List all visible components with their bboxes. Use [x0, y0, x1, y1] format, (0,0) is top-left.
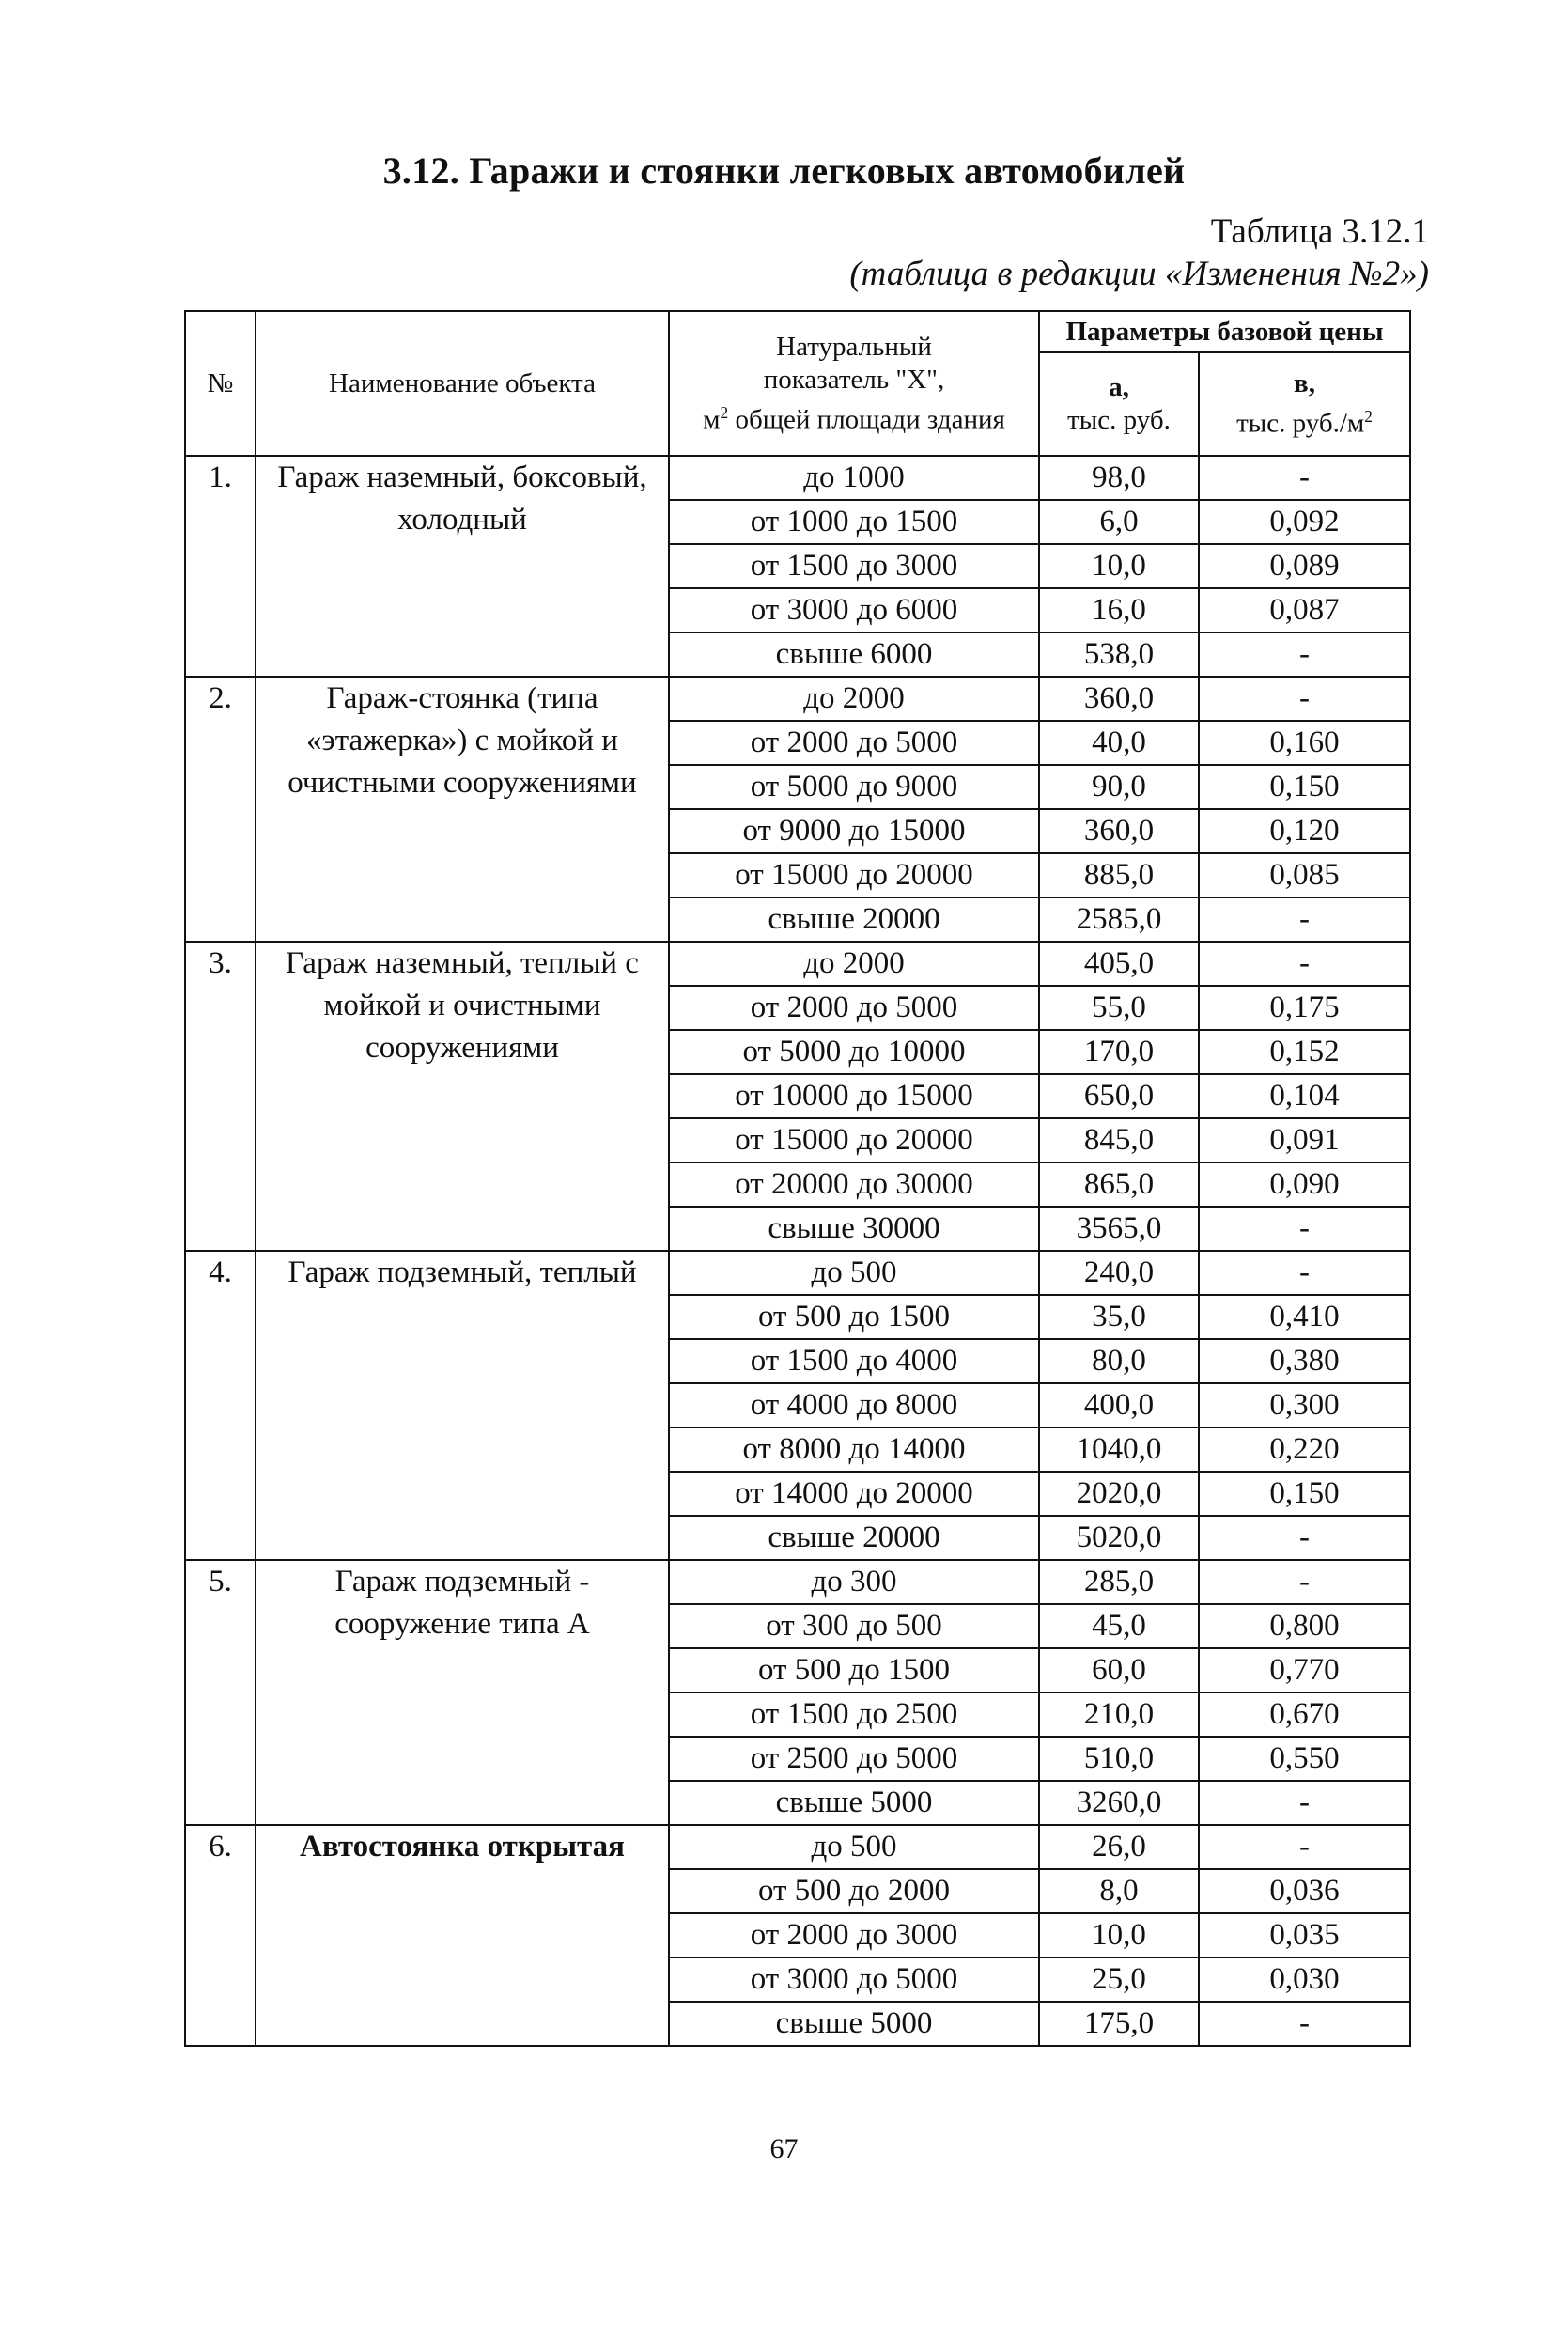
param-b: 0,150: [1199, 765, 1410, 809]
param-b: 0,091: [1199, 1118, 1410, 1162]
indicator-range: от 9000 до 15000: [669, 809, 1039, 853]
param-b: 0,175: [1199, 986, 1410, 1030]
indicator-range: от 8000 до 14000: [669, 1427, 1039, 1472]
param-a: 170,0: [1039, 1030, 1199, 1074]
param-a: 35,0: [1039, 1295, 1199, 1339]
indicator-range: от 1500 до 4000: [669, 1339, 1039, 1383]
param-a: 400,0: [1039, 1383, 1199, 1427]
object-name: Гараж-стоянка (типа «этажерка») с мойкой и очистными сооружениями: [256, 677, 669, 942]
param-a: 360,0: [1039, 677, 1199, 721]
indicator-range: от 1000 до 1500: [669, 500, 1039, 544]
param-b: -: [1199, 1251, 1410, 1295]
param-a: 240,0: [1039, 1251, 1199, 1295]
header-indicator: [669, 311, 1039, 456]
param-a: 510,0: [1039, 1737, 1199, 1781]
param-a: 285,0: [1039, 1560, 1199, 1604]
param-a: 8,0: [1039, 1869, 1199, 1913]
header-b-line2: тыс. руб./м: [1236, 408, 1365, 439]
param-a: 538,0: [1039, 632, 1199, 677]
param-b: -: [1199, 942, 1410, 986]
param-b: 0,300: [1199, 1383, 1410, 1427]
param-b: 0,120: [1199, 809, 1410, 853]
indicator-range: свыше 6000: [669, 632, 1039, 677]
indicator-range: до 500: [669, 1251, 1039, 1295]
param-b: 0,550: [1199, 1737, 1410, 1781]
table-row: [185, 456, 1410, 500]
param-a: 25,0: [1039, 1957, 1199, 2002]
param-a: 3565,0: [1039, 1207, 1199, 1251]
param-b: 0,030: [1199, 1957, 1410, 2002]
param-a: 3260,0: [1039, 1781, 1199, 1825]
param-b: 0,160: [1199, 721, 1410, 765]
header-a: [1039, 352, 1199, 456]
param-b: -: [1199, 456, 1410, 500]
indicator-range: от 500 до 2000: [669, 1869, 1039, 1913]
table-header: [185, 311, 1410, 456]
page-number: 67: [769, 2133, 799, 2164]
indicator-range: от 500 до 1500: [669, 1648, 1039, 1692]
param-b: 0,220: [1199, 1427, 1410, 1472]
param-b: -: [1199, 2002, 1410, 2046]
param-a: 90,0: [1039, 765, 1199, 809]
indicator-range: от 2000 до 5000: [669, 721, 1039, 765]
indicator-range: от 3000 до 6000: [669, 588, 1039, 632]
param-b: 0,152: [1199, 1030, 1410, 1074]
object-name: Гараж подземный - сооружение типа А: [256, 1560, 669, 1825]
price-table: [184, 310, 1411, 2047]
indicator-range: до 500: [669, 1825, 1039, 1869]
param-b: 0,104: [1199, 1074, 1410, 1118]
header-a-line1: а,: [1109, 372, 1129, 402]
object-number: 3.: [185, 942, 256, 1251]
param-b: 0,670: [1199, 1692, 1410, 1737]
param-b: 0,410: [1199, 1295, 1410, 1339]
param-b: -: [1199, 1825, 1410, 1869]
param-a: 1040,0: [1039, 1427, 1199, 1472]
indicator-range: до 2000: [669, 677, 1039, 721]
header-indicator-line1: Натуральный: [776, 331, 932, 362]
param-a: 175,0: [1039, 2002, 1199, 2046]
object-number: 2.: [185, 677, 256, 942]
object-number: 4.: [185, 1251, 256, 1560]
indicator-range: от 300 до 500: [669, 1604, 1039, 1648]
param-b: -: [1199, 897, 1410, 942]
indicator-range: свыше 5000: [669, 1781, 1039, 1825]
indicator-range: от 500 до 1500: [669, 1295, 1039, 1339]
table-body: [185, 456, 1410, 2046]
indicator-range: от 2500 до 5000: [669, 1737, 1039, 1781]
param-b: 0,092: [1199, 500, 1410, 544]
param-b: -: [1199, 1516, 1410, 1560]
param-b: 0,087: [1199, 588, 1410, 632]
param-a: 5020,0: [1039, 1516, 1199, 1560]
object-number: 5.: [185, 1560, 256, 1825]
table-row: [185, 677, 1410, 721]
table-row: [185, 1251, 1410, 1295]
param-a: 845,0: [1039, 1118, 1199, 1162]
param-a: 40,0: [1039, 721, 1199, 765]
indicator-range: от 14000 до 20000: [669, 1472, 1039, 1516]
param-b: 0,380: [1199, 1339, 1410, 1383]
param-a: 10,0: [1039, 544, 1199, 588]
param-b: 0,085: [1199, 853, 1410, 897]
header-b: [1199, 352, 1410, 456]
param-b: 0,090: [1199, 1162, 1410, 1207]
indicator-range: от 1500 до 2500: [669, 1692, 1039, 1737]
object-number: 1.: [185, 456, 256, 677]
header-indicator-line2: показатель "X",: [763, 364, 945, 395]
param-a: 45,0: [1039, 1604, 1199, 1648]
param-a: 2585,0: [1039, 897, 1199, 942]
indicator-range: до 300: [669, 1560, 1039, 1604]
object-name: Гараж наземный, теплый с мойкой и очистными сооружениями: [256, 942, 669, 1251]
param-a: 405,0: [1039, 942, 1199, 986]
indicator-range: до 2000: [669, 942, 1039, 986]
param-b: 0,035: [1199, 1913, 1410, 1957]
object-name: Автостоянка открытая: [256, 1825, 669, 2046]
header-indicator-sup: 2: [720, 402, 729, 422]
param-b: 0,036: [1199, 1869, 1410, 1913]
indicator-range: от 20000 до 30000: [669, 1162, 1039, 1207]
indicator-range: от 15000 до 20000: [669, 1118, 1039, 1162]
edition-note: (таблица в редакции «Изменения №2»): [849, 255, 1429, 293]
param-b: -: [1199, 677, 1410, 721]
header-name: Наименование объекта: [256, 311, 669, 456]
indicator-range: от 2000 до 5000: [669, 986, 1039, 1030]
param-b: -: [1199, 1781, 1410, 1825]
header-num: №: [185, 311, 256, 456]
param-b: 0,770: [1199, 1648, 1410, 1692]
param-b: 0,800: [1199, 1604, 1410, 1648]
table-row: [185, 1560, 1410, 1604]
table-row: [185, 1825, 1410, 1869]
param-a: 865,0: [1039, 1162, 1199, 1207]
indicator-range: от 2000 до 3000: [669, 1913, 1039, 1957]
indicator-range: до 1000: [669, 456, 1039, 500]
param-a: 10,0: [1039, 1913, 1199, 1957]
param-a: 16,0: [1039, 588, 1199, 632]
object-name: Гараж наземный, боксовый, холодный: [256, 456, 669, 677]
param-a: 360,0: [1039, 809, 1199, 853]
param-b: -: [1199, 1207, 1410, 1251]
param-a: 885,0: [1039, 853, 1199, 897]
header-b-sup: 2: [1364, 407, 1373, 427]
param-a: 60,0: [1039, 1648, 1199, 1692]
header-b-line1: в,: [1294, 368, 1315, 399]
param-a: 210,0: [1039, 1692, 1199, 1737]
param-a: 6,0: [1039, 500, 1199, 544]
object-number: 6.: [185, 1825, 256, 2046]
indicator-range: от 1500 до 3000: [669, 544, 1039, 588]
param-b: -: [1199, 1560, 1410, 1604]
indicator-range: свыше 20000: [669, 1516, 1039, 1560]
param-a: 26,0: [1039, 1825, 1199, 1869]
header-params: Параметры базовой цены: [1039, 311, 1410, 352]
param-a: 2020,0: [1039, 1472, 1199, 1516]
indicator-range: свыше 20000: [669, 897, 1039, 942]
param-a: 98,0: [1039, 456, 1199, 500]
indicator-range: от 4000 до 8000: [669, 1383, 1039, 1427]
header-a-line2: тыс. руб.: [1067, 405, 1171, 435]
param-a: 650,0: [1039, 1074, 1199, 1118]
indicator-range: свыше 5000: [669, 2002, 1039, 2046]
object-name: Гараж подземный, теплый: [256, 1251, 669, 1560]
indicator-range: от 15000 до 20000: [669, 853, 1039, 897]
param-a: 55,0: [1039, 986, 1199, 1030]
indicator-range: от 10000 до 15000: [669, 1074, 1039, 1118]
section-title: 3.12. Гаражи и стоянки легковых автомобилей: [382, 149, 1186, 192]
param-a: 80,0: [1039, 1339, 1199, 1383]
indicator-range: от 5000 до 10000: [669, 1030, 1039, 1074]
table-number: Таблица 3.12.1: [1210, 212, 1429, 251]
param-b: -: [1199, 632, 1410, 677]
header-indicator-unit: м: [703, 404, 721, 435]
param-b: 0,150: [1199, 1472, 1410, 1516]
indicator-range: от 5000 до 9000: [669, 765, 1039, 809]
table-row: [185, 942, 1410, 986]
indicator-range: свыше 30000: [669, 1207, 1039, 1251]
param-b: 0,089: [1199, 544, 1410, 588]
indicator-range: от 3000 до 5000: [669, 1957, 1039, 2002]
header-indicator-line3: общей площади здания: [728, 404, 1005, 435]
